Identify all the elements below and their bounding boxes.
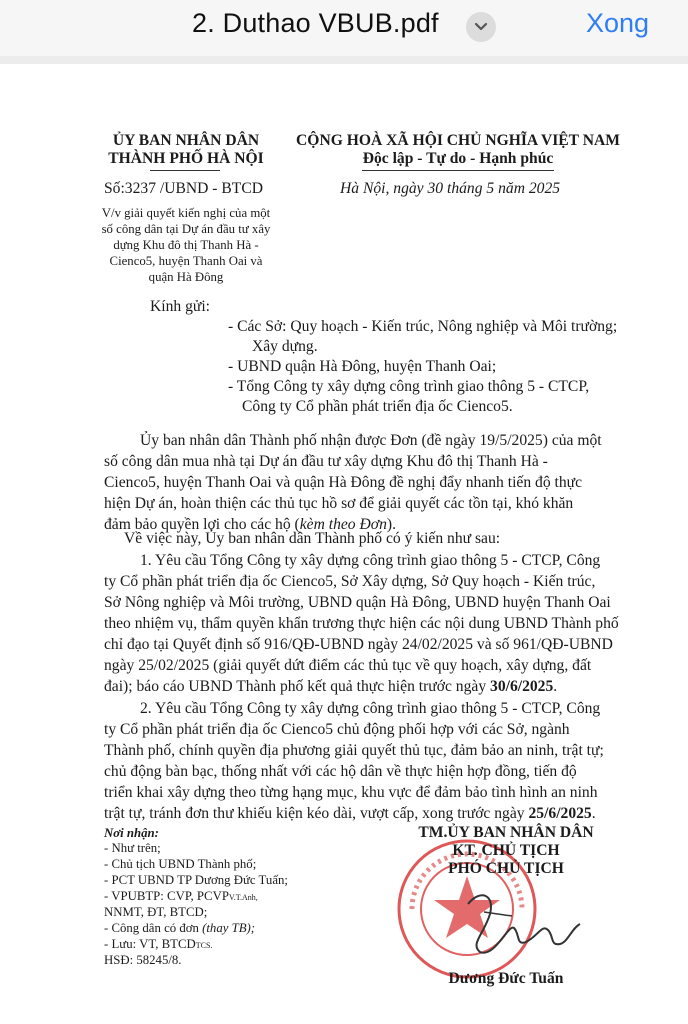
para-line: đảm bảo quyền lợi cho các hộ (kèm theo Đơn).: [104, 516, 396, 533]
noi-nhan-label: Nơi nhận:: [104, 826, 159, 840]
para-line: hiện Dự án, hoàn thiện các thủ tục hồ sơ để giải quyết các tồn tại, khó khăn: [104, 495, 574, 512]
top-bar: [0, 0, 688, 56]
para-line: số công dân mua nhà tại Dự án đầu tư xây dựng Khu đô thị Thanh Hà -: [104, 453, 548, 470]
item-line: chỉ đạo tại Quyết định số 916/QĐ-UBND ngày 24/02/2025 và số 961/QĐ-UBND: [104, 636, 613, 653]
signer-name: Dương Đức Tuấn: [448, 970, 564, 987]
done-button[interactable]: Xong: [586, 8, 650, 38]
footer-item: - VPUBTP: CVP, PCVPV.T.Anh,: [104, 889, 258, 903]
item-line: trật tự, tránh đơn thư khiếu kiện kéo dài, vượt cấp, xong trước ngày 25/6/2025.: [104, 805, 596, 822]
nation-underline: [362, 170, 554, 171]
place-date: Hà Nội, ngày 30 tháng 5 năm 2025: [340, 180, 561, 197]
subject-line: số công dân tại Dự án đầu tư xây: [101, 222, 271, 236]
recipient-item: - UBND quận Hà Đông, huyện Thanh Oai;: [228, 358, 497, 375]
paragraph-2: Về việc này, Ủy ban nhân dân Thành phố có ý kiến như sau:: [124, 530, 501, 547]
greeting: Kính gửi:: [150, 298, 210, 315]
sign-line2: KT. CHỦ TỊCH: [452, 842, 560, 859]
para-line: Cienco5, huyện Thanh Oai và quận Hà Đông đề nghị đẩy nhanh tiến độ thực: [104, 474, 583, 491]
footer-item: - Chủ tịch UBND Thành phố;: [104, 857, 257, 871]
footer-item: - Như trên;: [104, 841, 161, 855]
chevron-down-icon[interactable]: [466, 12, 496, 42]
item-line: 1. Yêu cầu Tổng Công ty xây dựng công trình giao thông 5 - CTCP, Công: [140, 552, 601, 569]
item-line: ty Cổ phần phát triển địa ốc Cienco5 chủ động phối hợp với các Sở, ngành: [104, 721, 570, 738]
subject-line: Cienco5, huyện Thanh Oai và: [109, 254, 263, 268]
item-line: theo nhiệm vụ, thẩm quyền khẩn trương thực hiện các nội dung UBND Thành phố: [104, 615, 619, 632]
nation-line1: CỘNG HOÀ XÃ HỘI CHỦ NGHĨA VIỆT NAM: [296, 132, 620, 149]
document-number: Số:3237 /UBND - BTCD: [104, 180, 263, 197]
recipient-item: Công ty Cổ phần phát triển địa ốc Cienco5.: [242, 398, 513, 415]
org-underline: [150, 170, 220, 171]
para-line: Ủy ban nhân dân Thành phố nhận được Đơn (đề ngày 19/5/2025) của một: [140, 432, 602, 449]
org-line1: ỦY BAN NHÂN DÂN: [112, 132, 260, 149]
sign-line1: TM.ỦY BAN NHÂN DÂN: [418, 824, 594, 841]
nation-line2: Độc lập - Tự do - Hạnh phúc: [362, 150, 554, 167]
handwritten-signature: [450, 884, 590, 964]
recipient-item: - Các Sở: Quy hoạch - Kiến trúc, Nông nghiệp và Môi trường;: [228, 318, 618, 335]
footer-item: HSĐ: 58245/8.: [104, 953, 182, 967]
subject-line: V/v giải quyết kiến nghị của một: [101, 206, 271, 220]
footer-item: - PCT UBND TP Dương Đức Tuấn;: [104, 873, 288, 887]
item-line: 2. Yêu cầu Tổng Công ty xây dựng công trình giao thông 5 - CTCP, Công: [140, 700, 601, 717]
footer-item: NNMT, ĐT, BTCD;: [104, 905, 208, 919]
recipient-item: Xây dựng.: [252, 338, 318, 355]
org-line2: THÀNH PHỐ HÀ NỘI: [108, 150, 264, 167]
sign-line3: PHÓ CHỦ TỊCH: [448, 860, 564, 877]
item-line: ty Cổ phần phát triển địa ốc Cienco5, Sở Xây dựng, Sở Quy hoạch - Kiến trúc,: [104, 573, 596, 590]
subject-line: quận Hà Đông: [148, 270, 224, 284]
document-title[interactable]: 2. Duthao VBUB.pdf: [192, 8, 439, 38]
footer-item: - Lưu: VT, BTCDTCS.: [104, 937, 213, 951]
item-line: Thành phố, chính quyền địa phương giải quyết thủ tục, đảm bảo an ninh, trật tự;: [104, 742, 604, 759]
item-line: Sở Nông nghiệp và Môi trường, UBND quận Hà Đông, UBND huyện Thanh Oai: [104, 594, 611, 611]
pdf-page: [0, 64, 688, 1024]
recipient-item: - Tổng Công ty xây dựng công trình giao thông 5 - CTCP,: [228, 378, 590, 395]
item-line: triển khai xây dựng theo từng hạng mục, khu vực để đảm bảo tình hình an ninh: [104, 784, 598, 801]
item-line: ngày 25/02/2025 (giải quyết dứt điểm các thủ tục về quy hoạch, xây dựng, đất: [104, 657, 592, 674]
subject-line: dựng Khu đô thị Thanh Hà -: [113, 238, 259, 252]
footer-item: - Công dân có đơn (thay TB);: [104, 921, 256, 935]
item-line: chủ động bàn bạc, thống nhất với các hộ dân về thực hiện hợp đồng, tiến độ: [104, 763, 577, 780]
item-line: đai); báo cáo UBND Thành phố kết quả thực hiện trước ngày 30/6/2025.: [104, 678, 558, 695]
